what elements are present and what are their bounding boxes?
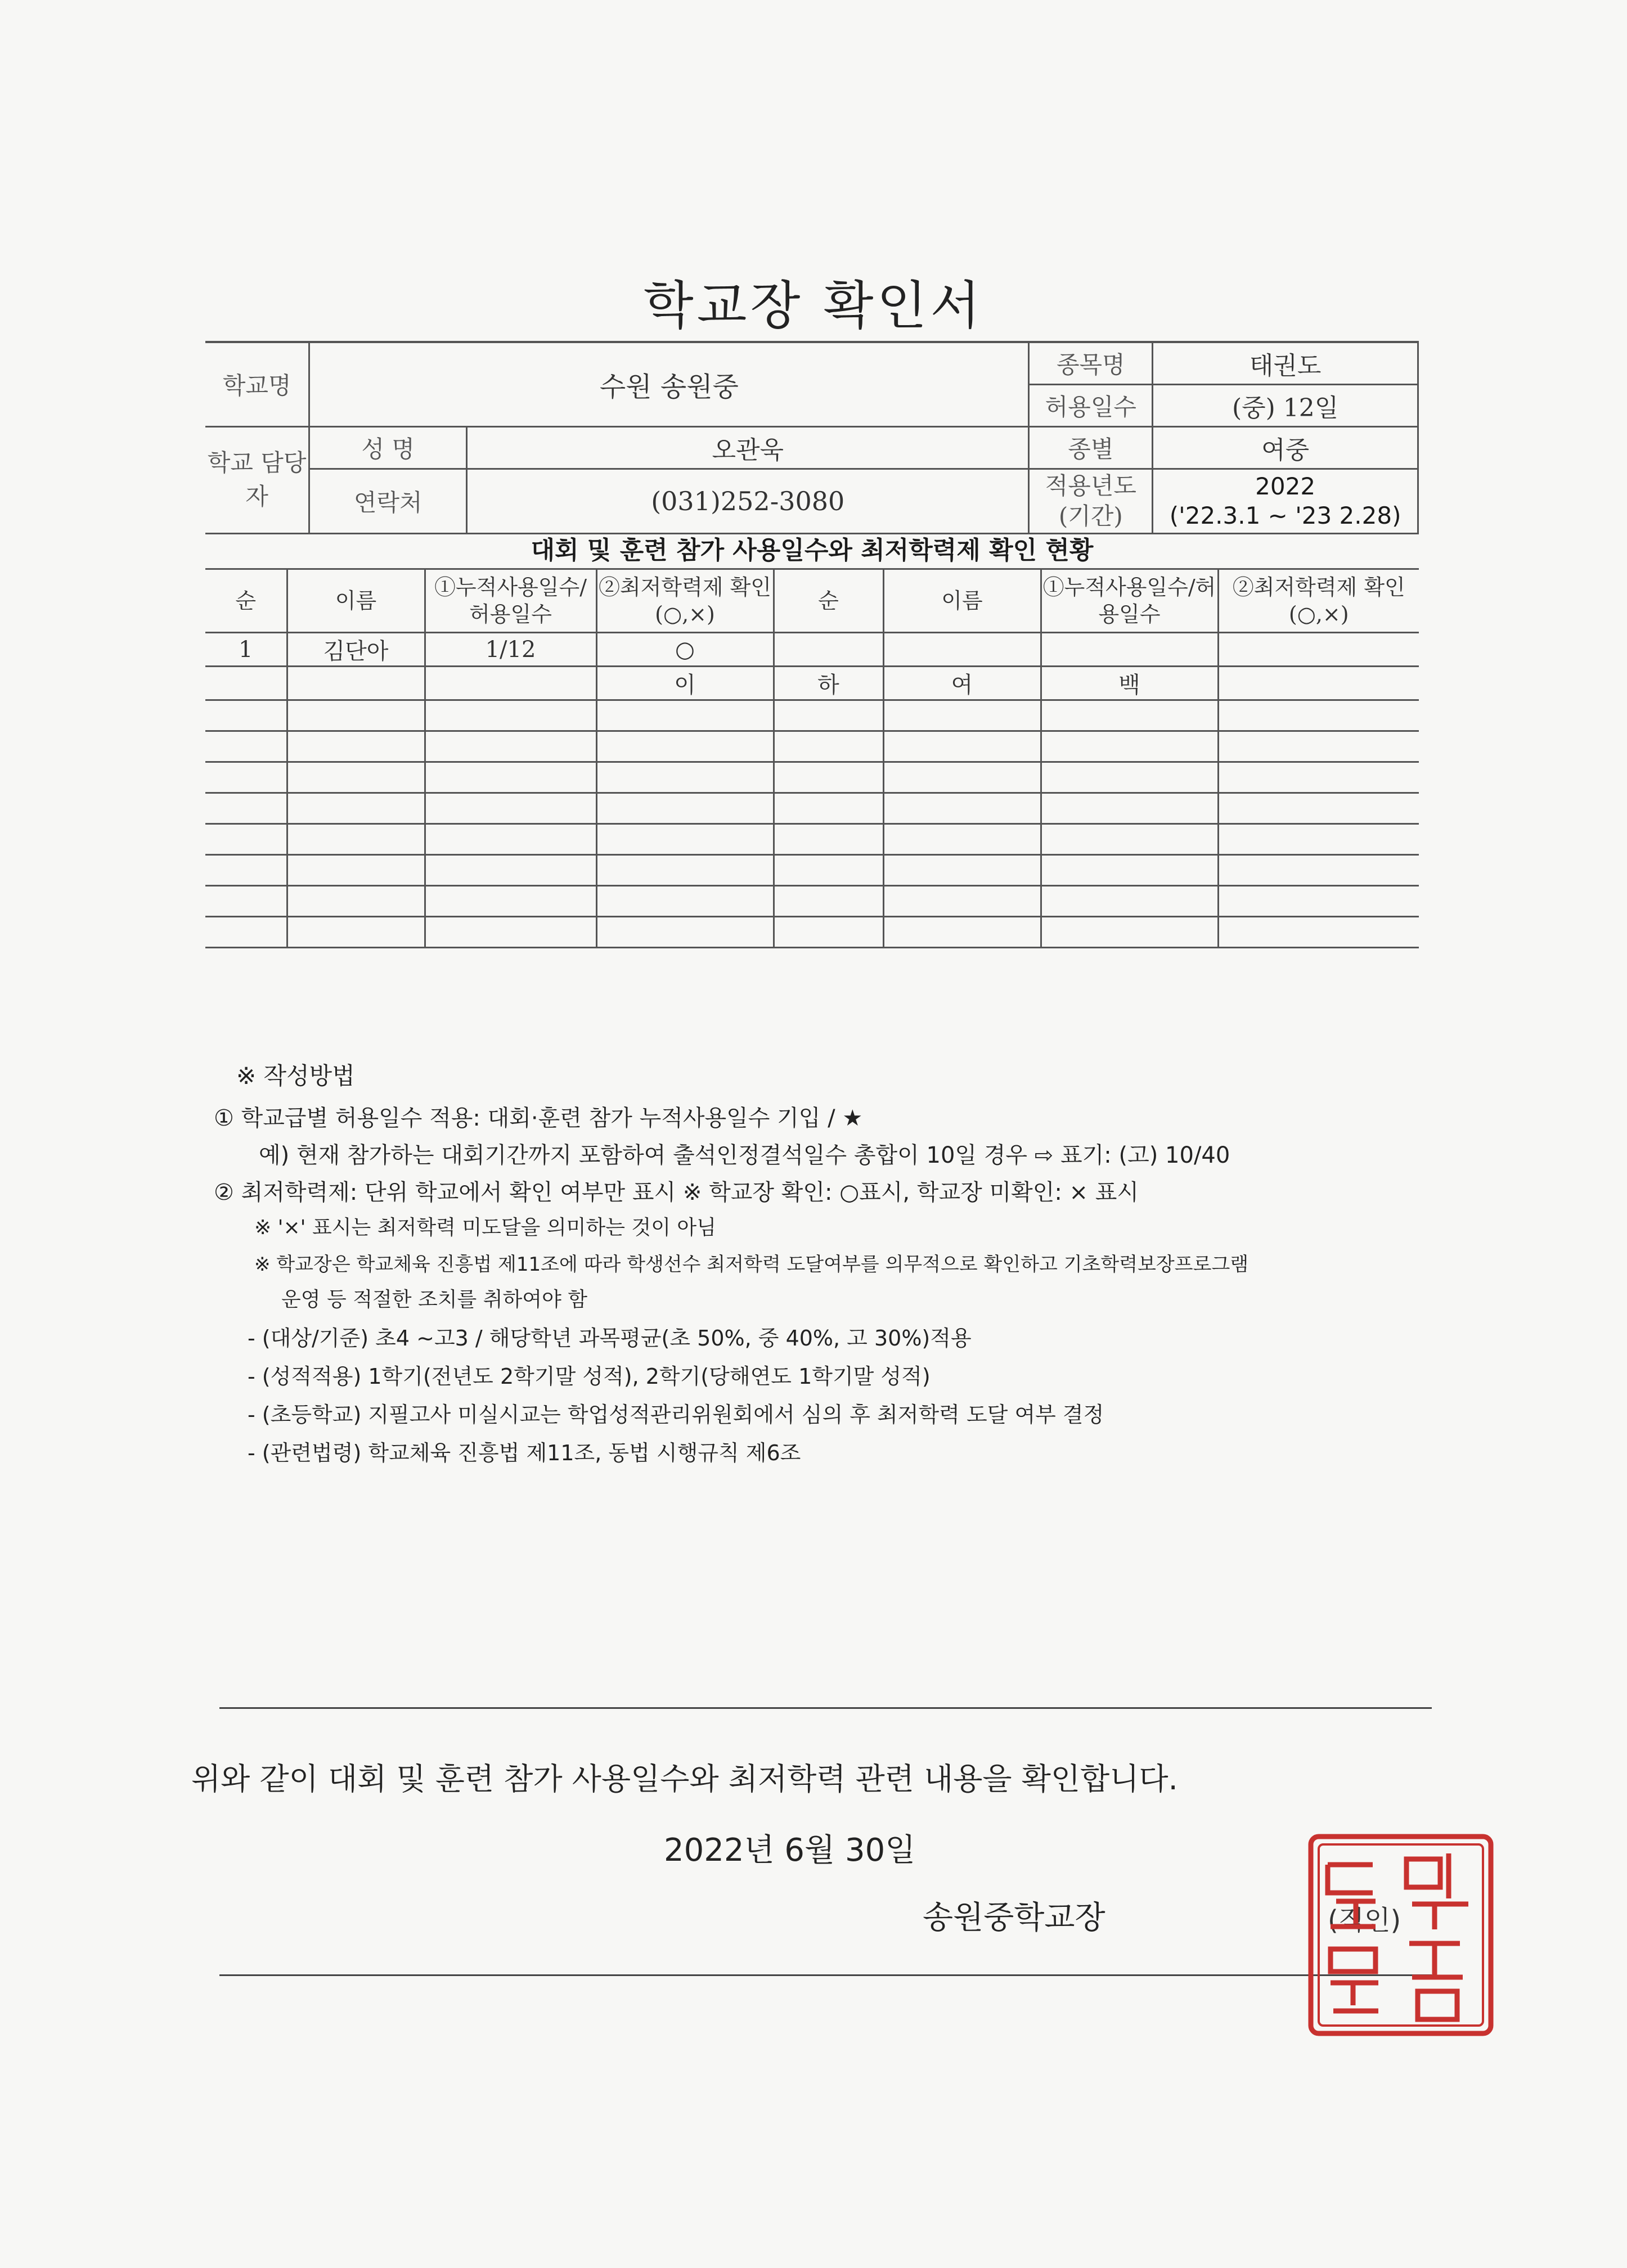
table-row (205, 700, 1419, 731)
roster-cell (596, 731, 774, 762)
roster-cell (883, 762, 1041, 793)
instruction-bullet-3: - (초등학교) 지필고사 미실시교는 학업성적관리위원회에서 심의 후 최저학력 도달 여부 결정 (248, 1402, 1104, 1427)
roster-cell (774, 633, 883, 667)
roster-cell (774, 855, 883, 886)
roster-cell (596, 762, 774, 793)
roster-cell (425, 917, 596, 948)
roster-cell (425, 886, 596, 917)
roster-cell (425, 824, 596, 855)
table-row (205, 855, 1419, 886)
roster-cell (205, 793, 287, 824)
roster-cell (596, 824, 774, 855)
roster-cell (1218, 886, 1419, 917)
roster-column-header: 이름 (287, 569, 425, 633)
roster-cell (1218, 917, 1419, 948)
period-value: ('22.3.1 ~ '23 2.28) (1169, 501, 1401, 529)
roster-cell (205, 855, 287, 886)
roster-cell (596, 700, 774, 731)
allowed-days-label: 허용일수 (1029, 384, 1153, 426)
instruction-note-1: ※ '×' 표시는 최저학력 미도달을 의미하는 것이 아님 (254, 1216, 716, 1239)
roster-cell (205, 886, 287, 917)
manager-label: 학교 담당자 (205, 426, 309, 533)
event-label: 종별 (1029, 426, 1153, 469)
table-row (205, 824, 1419, 855)
roster-cell (425, 793, 596, 824)
roster-cell (425, 700, 596, 731)
roster-cell: 1 (205, 633, 287, 667)
roster-cell (205, 731, 287, 762)
roster-cell (1041, 700, 1218, 731)
table-row (205, 633, 1419, 667)
roster-cell (883, 731, 1041, 762)
instructions-heading: ※ 작성방법 (236, 1062, 355, 1090)
roster-column-header: ②최저학력제 확인(○,×) (1218, 569, 1419, 633)
roster-cell (1218, 700, 1419, 731)
roster-column-header: 순 (205, 569, 287, 633)
roster-cell (1218, 667, 1419, 700)
school-label: 학교명 (205, 342, 309, 426)
table-row (205, 731, 1419, 762)
instruction-bullet-4: - (관련법령) 학교체육 진흥법 제11조, 동법 시행규칙 제6조 (248, 1441, 801, 1465)
roster-cell (287, 917, 425, 948)
table-row (205, 793, 1419, 824)
roster-cell (287, 824, 425, 855)
roster-cell (1041, 793, 1218, 824)
roster-cell (883, 793, 1041, 824)
roster-column-header: ①누적사용일수/허용일수 (425, 569, 596, 633)
roster-cell (1218, 633, 1419, 667)
sport-label: 종목명 (1029, 342, 1153, 384)
roster-column-header: 이름 (883, 569, 1041, 633)
roster-cell (205, 762, 287, 793)
instruction-bullet-2: - (성적적용) 1학기(전년도 2학기말 성적), 2학기(당해연도 1학기말 성적) (248, 1364, 931, 1389)
roster-cell (883, 855, 1041, 886)
roster-cell (1218, 793, 1419, 824)
contact-label: 연락처 (309, 469, 467, 533)
roster-cell (883, 886, 1041, 917)
roster-cell (596, 886, 774, 917)
roster-cell (774, 917, 883, 948)
roster-cell (883, 633, 1041, 667)
header-table (205, 341, 1419, 534)
confirmation-statement: 위와 같이 대회 및 훈련 참가 사용일수와 최저학력 관련 내용을 확인합니다. (191, 1761, 1178, 1797)
roster-table (205, 568, 1419, 948)
roster-cell (1041, 762, 1218, 793)
roster-cell: 1/12 (425, 633, 596, 667)
official-seal (1305, 1831, 1496, 2039)
roster-cell (596, 793, 774, 824)
roster-cell (425, 855, 596, 886)
roster-cell (1041, 917, 1218, 948)
roster-cell (205, 824, 287, 855)
principal-title: 송원중학교장 (923, 1900, 1105, 1936)
roster-cell (287, 762, 425, 793)
roster-cell: 백 (1041, 667, 1218, 700)
roster-cell (774, 731, 883, 762)
table-row (205, 917, 1419, 948)
instruction-bullet-1: - (대상/기준) 초4 ~고3 / 해당학년 과목평균(초 50%, 중 40%, 고 30%)적용 (248, 1326, 972, 1351)
event-value: 여중 (1153, 426, 1418, 469)
roster-cell (205, 667, 287, 700)
divider-lower (219, 1974, 1432, 1976)
roster-cell (596, 855, 774, 886)
roster-cell (287, 667, 425, 700)
roster-cell (287, 700, 425, 731)
school-value: 수원 송원중 (309, 342, 1029, 426)
sport-value: 태권도 (1153, 342, 1418, 384)
roster-cell (287, 793, 425, 824)
roster-cell (425, 731, 596, 762)
year-value: 2022 (1255, 472, 1316, 500)
year-cell (1153, 469, 1418, 533)
roster-header-row (205, 569, 1419, 633)
roster-cell (1041, 824, 1218, 855)
roster-cell (883, 917, 1041, 948)
roster-cell (774, 762, 883, 793)
roster-cell (287, 731, 425, 762)
table-row (205, 667, 1419, 700)
roster-cell (205, 917, 287, 948)
roster-cell (774, 793, 883, 824)
roster-cell (1218, 855, 1419, 886)
roster-cell (1041, 731, 1218, 762)
roster-cell (205, 700, 287, 731)
instructions (214, 1058, 1508, 1474)
year-label: 적용년도 (기간) (1029, 469, 1153, 533)
roster-column-header: 순 (774, 569, 883, 633)
roster-cell (1041, 633, 1218, 667)
divider-upper (219, 1707, 1432, 1709)
allowed-days-value: (중) 12일 (1153, 384, 1418, 426)
name-label: 성 명 (309, 426, 467, 469)
roster-cell: ○ (596, 633, 774, 667)
seal-note: (직인) (1328, 1905, 1401, 1936)
roster-cell (425, 762, 596, 793)
document-title: 학교장 확인서 (643, 276, 984, 336)
instruction-note-2-cont: 운영 등 적절한 조치를 취하여야 함 (281, 1288, 588, 1311)
roster-column-header: ②최저학력제 확인(○,×) (596, 569, 774, 633)
instruction-note-2: ※ 학교장은 학교체육 진흥법 제11조에 따라 학생선수 최저학력 도달여부를 의무적으로 확인하고 기초학력보장프로그램 (254, 1253, 1249, 1276)
instruction-item-1-example: 예) 현재 참가하는 대회기간까지 포함하여 출석인정결석일수 총합이 10일 경우 ⇨ 표기: (고) 10/40 (259, 1142, 1230, 1168)
roster-cell (1041, 855, 1218, 886)
roster-cell: 하 (774, 667, 883, 700)
roster-cell (1041, 886, 1218, 917)
roster-cell (1218, 731, 1419, 762)
name-value: 오관욱 (467, 426, 1029, 469)
instruction-item-2: ② 최저학력제: 단위 학교에서 확인 여부만 표시 ※ 학교장 확인: ○표시, 학교장 미확인: × 표시 (214, 1180, 1139, 1205)
roster-cell: 이 (596, 667, 774, 700)
roster-cell (287, 855, 425, 886)
instruction-item-1: ① 학교급별 허용일수 적용: 대회·훈련 참가 누적사용일수 기입 / ★ (214, 1105, 863, 1131)
roster-cell (596, 917, 774, 948)
seal-strokes (1311, 1837, 1491, 2033)
roster-cell (883, 700, 1041, 731)
contact-value: (031)252-3080 (467, 469, 1029, 533)
roster-cell (425, 667, 596, 700)
roster-cell (774, 886, 883, 917)
roster-cell (774, 700, 883, 731)
roster-cell (1218, 824, 1419, 855)
roster-cell (883, 824, 1041, 855)
table-row (205, 762, 1419, 793)
roster-cell (1218, 762, 1419, 793)
roster-cell: 김단아 (287, 633, 425, 667)
roster-cell (774, 824, 883, 855)
table-row (205, 886, 1419, 917)
roster-column-header: ①누적사용일수/허용일수 (1041, 569, 1218, 633)
roster-heading: 대회 및 훈련 참가 사용일수와 최저학력제 확인 현황 (531, 536, 1094, 565)
issue-date: 2022년 6월 30일 (664, 1832, 916, 1869)
roster-cell: 여 (883, 667, 1041, 700)
roster-cell (287, 886, 425, 917)
